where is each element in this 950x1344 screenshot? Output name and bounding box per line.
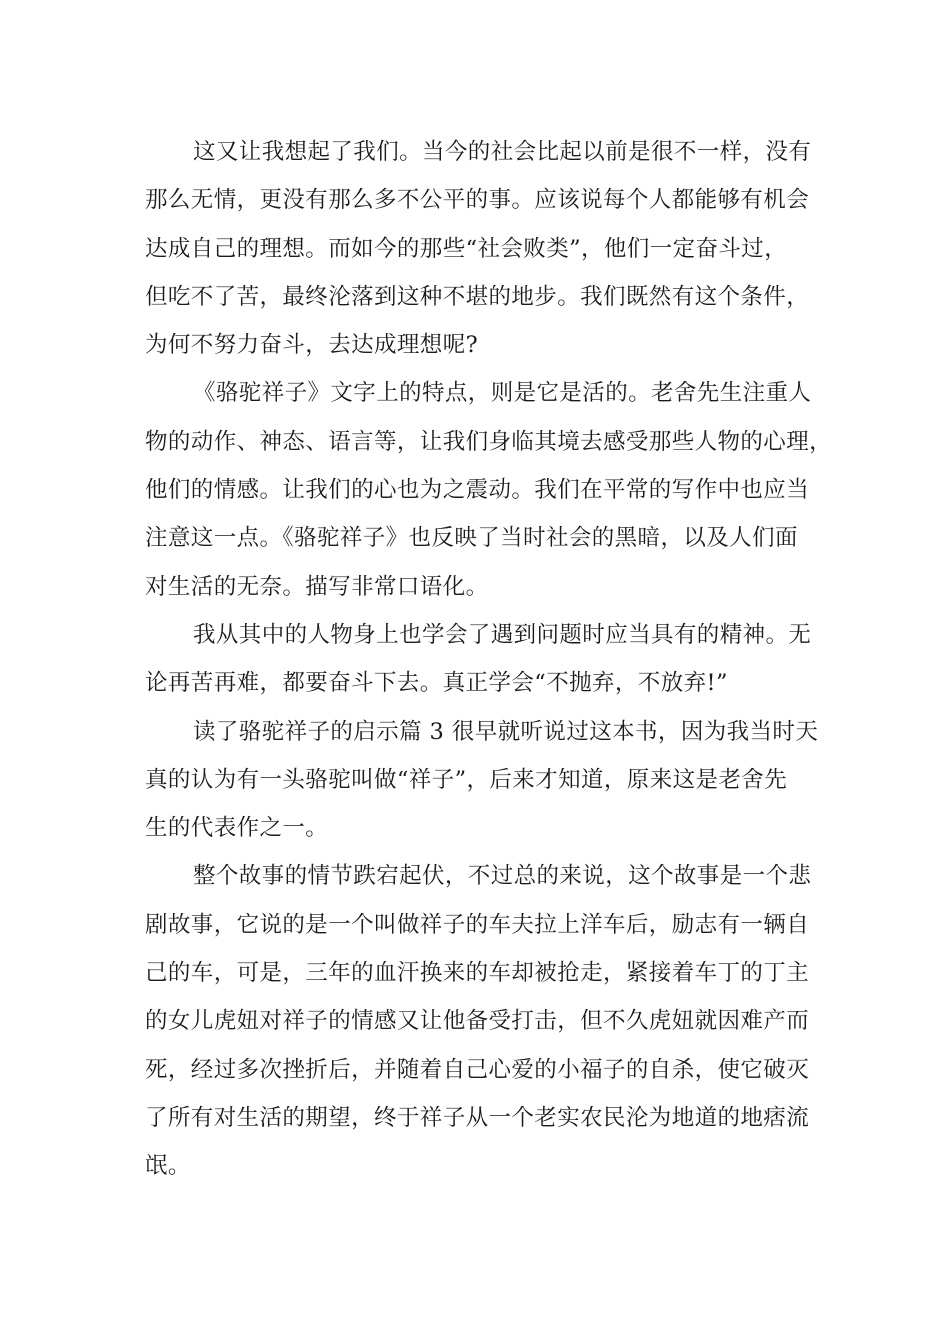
paragraph — [145, 708, 825, 853]
paragraph — [145, 128, 825, 369]
text-line: 了所有对生活的期望，终于祥子从一个老实农民沦为地道的地痞流 — [145, 1104, 810, 1131]
paragraph — [145, 369, 833, 610]
text-line: 整个故事的情节跌宕起伏，不过总的来说，这个故事是一个悲 — [193, 863, 812, 890]
text-line: 读了骆驼祥子的启示篇 3 很早就听说过这本书，因为我当时天 — [193, 718, 819, 745]
text-line: 他们的情感。让我们的心也为之震动。我们在平常的写作中也应当 — [145, 477, 810, 504]
text-line: 己的车，可是，三年的血汗换来的车却被抢走，紧接着车丁的丁主 — [145, 960, 810, 987]
text-line: 氓。 — [145, 1153, 191, 1180]
text-line: 《骆驼祥子》文字上的特点，则是它是活的。老舍先生注重人 — [193, 380, 812, 407]
text-line: 物的动作、神态、语言等，让我们身临其境去感受那些人物的心理， — [145, 428, 833, 455]
text-line: 但吃不了苦，最终沦落到这种不堪的地步。我们既然有这个条件， — [145, 283, 810, 310]
text-line: 注意这一点。《骆驼祥子》也反映了当时社会的黑暗，以及人们面 — [145, 525, 798, 552]
text-line: 那么无情，更没有那么多不公平的事。应该说每个人都能够有机会 — [145, 187, 810, 214]
text-line: 的女儿虎妞对祥子的情感又让他备受打击，但不久虎妞就因难产而 — [145, 1008, 810, 1035]
text-line: 我从其中的人物身上也学会了遇到问题时应当具有的精神。无 — [193, 621, 812, 648]
text-line: 为何不努力奋斗，去达成理想呢? — [145, 332, 479, 359]
text-line: 达成自己的理想。而如今的那些“社会败类”，他们一定奋斗过， — [145, 235, 788, 262]
text-line: 这又让我想起了我们。当今的社会比起以前是很不一样，没有 — [193, 139, 812, 165]
text-line: 生的代表作之一。 — [145, 815, 329, 842]
paragraph — [145, 611, 825, 708]
paragraph — [145, 852, 825, 1190]
text-line: 论再苦再难，都要奋斗下去。真正学会“不抛弃，不放弃!” — [145, 670, 728, 697]
document-body — [145, 128, 833, 1191]
text-line: 对生活的无奈。描写非常口语化。 — [145, 573, 489, 600]
text-line: 真的认为有一头骆驼叫做“祥子”，后来才知道，原来这是老舍先 — [145, 766, 788, 793]
text-line: 死，经过多次挫折后，并随着自己心爱的小福子的自杀，使它破灭 — [145, 1056, 810, 1083]
text-line: 剧故事，它说的是一个叫做祥子的车夫拉上洋车后，励志有一辆自 — [145, 911, 810, 938]
